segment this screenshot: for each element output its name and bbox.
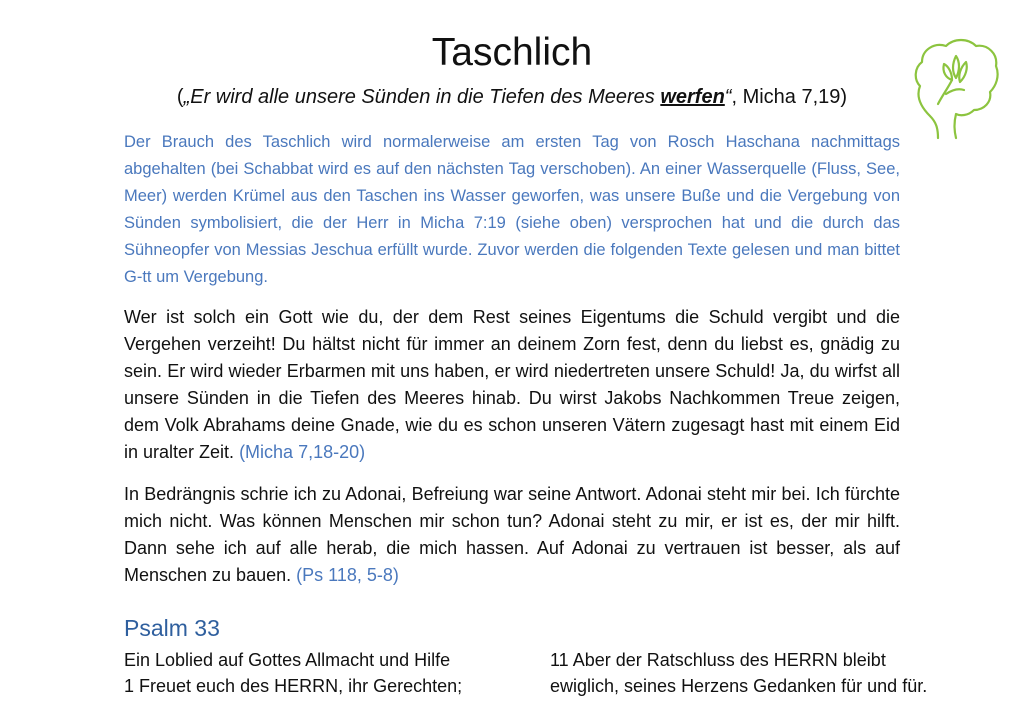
psalm-left-column [124, 647, 514, 699]
psalm-heading: Psalm 33 [124, 615, 220, 641]
page-title: Taschlich [431, 31, 593, 74]
subtitle-quote: „Er wird alle unsere Sünden in die Tiefen des Meeres [183, 86, 661, 108]
psalm-118-text: In Bedrängnis schrie ich zu Adonai, Befreiung war seine Antwort. Adonai steht mir bei. Ich fürchte mich nicht. Was können Menschen mir schon tun? Adonai steht zu mir, er ist es, der mir hilft. Dann sehe ich auf alle herab, die mich hassen. Auf Adonai zu vertrauen ist besser, als auf Menschen zu bauen. [124, 484, 900, 585]
micha-paragraph [124, 304, 900, 466]
subtitle-emphasis: werfen [660, 86, 725, 108]
tree-head-logo-icon [908, 36, 1000, 142]
psalm-line: Ein Loblied auf Gottes Allmacht und Hilfe [124, 650, 451, 670]
psalm-line: ewiglich, seines Herzens Gedanken für und für. [550, 676, 928, 696]
psalm-line: 1 Freuet euch des HERRN, ihr Gerechten; [124, 676, 463, 696]
subtitle-quote-end: “ [724, 86, 732, 108]
subtitle-source: , Micha 7,19) [731, 86, 848, 108]
micha-text: Wer ist solch ein Gott wie du, der dem Rest seines Eigentums die Schuld vergibt und die Vergehen verzeiht! Du hältst nicht für immer an deinem Zorn fest, denn du liebst es, gnädig zu sein. Er wird wieder Erbarmen mit uns haben, er wird niedertreten unsere Schuld! Ja, du wirfst all unsere Sünden in die Tiefen des Meeres hinab. Du wirst Jakobs Nachkommen Treue zeigen, dem Volk Abrahams deine Gnade, wie du es schon unseren Vätern zugesagt hast mit einem Eid in uralter Zeit. [124, 307, 900, 462]
psalm-line: 11 Aber der Ratschluss des HERRN bleibt [550, 650, 886, 670]
micha-reference: (Micha 7,18-20) [239, 442, 366, 462]
psalm-right-column [550, 647, 960, 699]
intro-paragraph: Der Brauch des Taschlich wird normalerweise am ersten Tag von Rosch Haschana nachmittags abgehalten (bei Schabbat wird es auf den nächsten Tag verschoben). An einer Wasserquelle (Fluss, See, Meer) werden Krümel aus den Taschen ins Wasser geworfen, was unsere Buße und die Vergebung von Sünden symbolisiert, die der Herr in Micha 7:19 (siehe oben) versprochen hat und die durch das Sühneopfer von Messias Jeschua erfüllt wurde. Zuvor werden die folgenden Texte gelesen und man bittet G-tt um Vergebung. [124, 133, 900, 286]
subtitle-open: ( [176, 86, 184, 108]
psalm-118-paragraph [124, 481, 900, 589]
psalm-118-reference: (Ps 118, 5-8) [296, 565, 399, 585]
subtitle [0, 84, 1024, 110]
